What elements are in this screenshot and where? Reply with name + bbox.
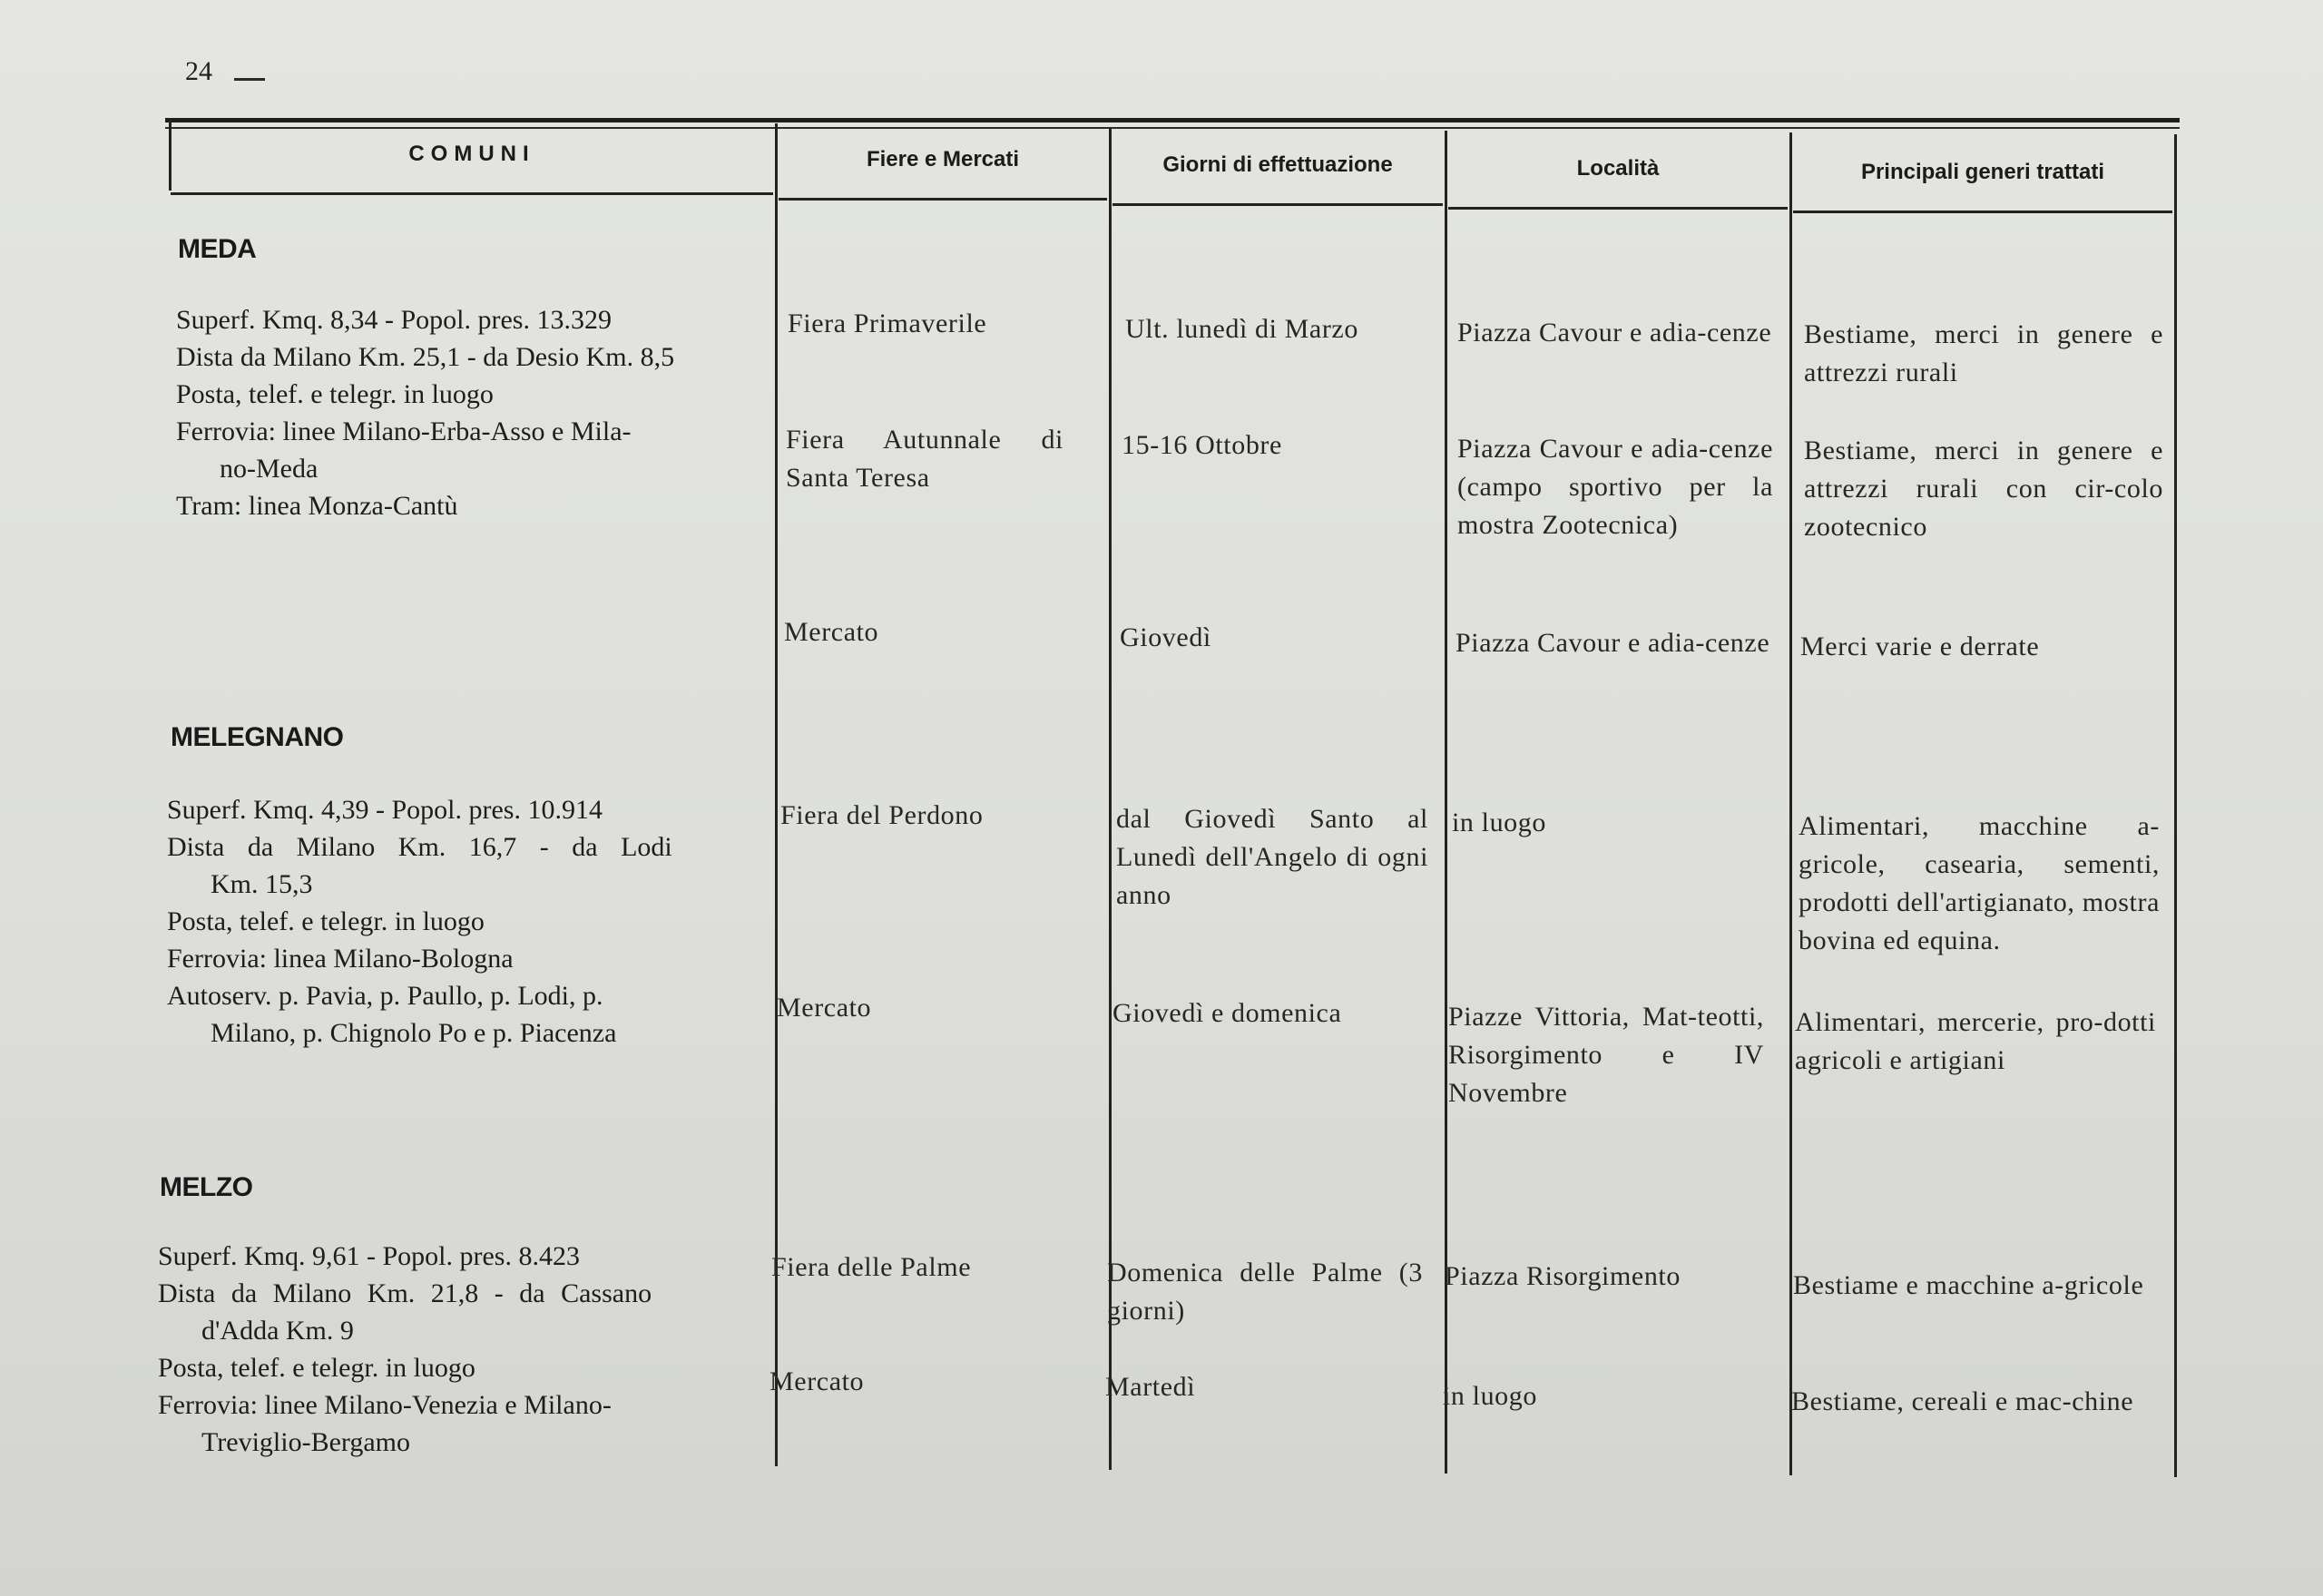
comune-name-melegnano: MELEGNANO [171, 722, 344, 752]
cell-localita: Piazza Cavour e adia-cenze [1457, 318, 1772, 348]
table-top-rule-thin [165, 127, 2180, 129]
page-number-dash [234, 78, 265, 81]
info-line: d'Adda Km. 9 [201, 1316, 354, 1346]
cell-localita: Piazza Cavour e adia-cenze [1456, 628, 1770, 658]
column-rule [2174, 134, 2177, 1477]
info-line: Autoserv. p. Pavia, p. Paullo, p. Lodi, p. [167, 981, 603, 1011]
cell-localita: in luogo [1452, 808, 1546, 837]
info-line: Ferrovia: linee Milano-Venezia e Milano- [158, 1390, 612, 1420]
header-underline [1793, 211, 2172, 213]
cell-localita: Piazza Cavour e adia-cenze (campo sportivo per la mostra Zootecnica) [1457, 434, 1773, 540]
column-rule [1789, 132, 1792, 1475]
header-giorni: Giorni di effettuazione [1162, 152, 1393, 177]
info-line: Posta, telef. e telegr. in luogo [167, 906, 485, 936]
info-line: Posta, telef. e telegr. in luogo [176, 379, 494, 409]
comune-info-melzo [158, 1238, 748, 1461]
cell-giorni: Giovedì e domenica [1112, 998, 1342, 1028]
info-line: Ferrovia: linee Milano-Erba-Asso e Mila- [176, 416, 632, 446]
header-underline [171, 192, 773, 195]
cell-generi: Bestiame, cereali e mac-chine [1791, 1386, 2134, 1416]
cell-fiera: Fiera Autunnale di Santa Teresa [786, 425, 1063, 493]
header-underline [1448, 207, 1788, 210]
info-line: Superf. Kmq. 4,39 - Popol. pres. 10.914 [167, 795, 603, 825]
cell-generi: Bestiame, merci in genere e attrezzi rurali con cir-colo zootecnico [1804, 436, 2163, 542]
cell-generi: Bestiame e macchine a-gricole [1793, 1270, 2144, 1300]
info-line: Dista da Milano Km. 25,1 - da Desio Km. 8,5 [176, 342, 675, 372]
comune-info-meda [176, 301, 775, 524]
header-underline [779, 198, 1107, 201]
page-number: 24 [185, 56, 212, 86]
cell-giorni: Martedì [1105, 1372, 1196, 1402]
info-line: Ferrovia: linea Milano-Bologna [167, 944, 514, 974]
info-line: Milano, p. Chignolo Po e p. Piacenza [211, 1018, 617, 1048]
info-line: Tram: linea Monza-Cantù [176, 491, 458, 521]
cell-giorni: Domenica delle Palme (3 giorni) [1107, 1258, 1423, 1326]
info-line: Treviglio-Bergamo [201, 1427, 410, 1457]
cell-localita: Piazze Vittoria, Mat-teotti, Risorgimento e IV Novembre [1448, 1002, 1764, 1108]
comune-info-melegnano [167, 791, 748, 1052]
cell-fiera: Mercato [769, 1366, 865, 1396]
info-line: Superf. Kmq. 9,61 - Popol. pres. 8.423 [158, 1241, 580, 1271]
cell-giorni: dal Giovedì Santo al Lunedì dell'Angelo di ogni anno [1116, 804, 1428, 910]
header-comuni: COMUNI [408, 142, 535, 166]
cell-fiera: Mercato [784, 617, 879, 647]
header-fiere-mercati: Fiere e Mercati [866, 147, 1020, 171]
info-line: Posta, telef. e telegr. in luogo [158, 1353, 475, 1383]
table-top-rule [165, 118, 2180, 122]
header-underline [1112, 203, 1443, 206]
cell-fiera: Fiera delle Palme [771, 1252, 972, 1282]
cell-fiera: Fiera Primaverile [788, 308, 987, 338]
info-line: Superf. Kmq. 8,34 - Popol. pres. 13.329 [176, 305, 612, 335]
info-line: no-Meda [220, 454, 319, 484]
cell-giorni: 15-16 Ottobre [1122, 430, 1282, 460]
cell-generi: Alimentari, mercerie, pro-dotti agricoli e artigiani [1795, 1007, 2156, 1075]
cell-fiera: Fiera del Perdono [780, 800, 984, 830]
info-line: Km. 15,3 [211, 869, 313, 899]
comune-name-meda: MEDA [178, 234, 257, 264]
comune-name-melzo: MELZO [160, 1172, 253, 1202]
info-line: Dista da Milano Km. 16,7 - da Lodi [167, 832, 672, 862]
header-generi: Principali generi trattati [1860, 160, 2105, 184]
cell-generi: Alimentari, macchine a-gricole, casearia, sementi, prodotti dell'artigianato, mostra bovina ed equina. [1799, 811, 2160, 955]
cell-giorni: Ult. lunedì di Marzo [1125, 314, 1358, 344]
cell-localita: in luogo [1443, 1381, 1537, 1411]
cell-fiera: Mercato [777, 993, 872, 1023]
cell-giorni: Giovedì [1120, 622, 1211, 652]
cell-generi: Bestiame, merci in genere e attrezzi rurali [1804, 319, 2163, 387]
header-localita: Località [1576, 156, 1660, 181]
info-line: Dista da Milano Km. 21,8 - da Cassano [158, 1278, 652, 1308]
cell-generi: Merci varie e derrate [1800, 632, 2040, 661]
cell-localita: Piazza Risorgimento [1445, 1261, 1681, 1291]
